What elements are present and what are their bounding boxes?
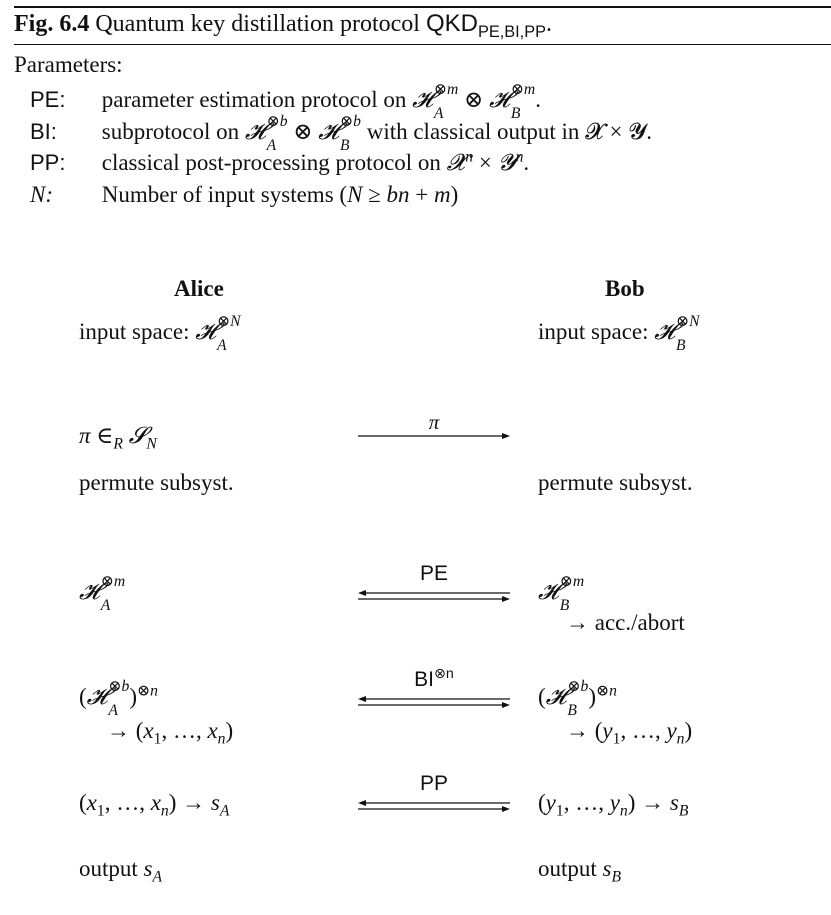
param-text: Number of input systems xyxy=(101,182,334,207)
param-text-2: with classical output in xyxy=(366,118,580,144)
bob-pe-space: 𝓗 ⊗m B xyxy=(538,573,585,614)
protocol-name: $QKD_{PE,BI,PP}$ xyxy=(425,10,546,41)
alice-pp: ($x_1$, …, $x_n) \to s_A$ xyxy=(79,790,230,820)
caption-rule xyxy=(14,44,831,45)
param-key: BI: xyxy=(30,118,57,144)
param-key: PE: xyxy=(30,86,66,112)
param-math: 𝓗 ⊗b A ⊗ 𝓗 ⊗b B xyxy=(244,113,361,154)
alice-heading: Alice xyxy=(174,276,224,301)
alice-permutation-choice: π $\in_R$ 𝓢$_N$ xyxy=(79,423,157,453)
alice-permute: permute subsyst. xyxy=(79,470,234,495)
top-rule xyxy=(14,6,831,8)
double-arrow-pe xyxy=(358,589,510,603)
alice-output: output $s_A$ xyxy=(79,856,163,886)
bob-bi-output: → ($y_1$, …, $y_n$) xyxy=(566,718,693,748)
param-key: PP: xyxy=(30,150,66,175)
param-n xyxy=(30,182,458,208)
message-label-pe: PE xyxy=(419,562,448,585)
param-math-2: 𝓧 × 𝓨. xyxy=(585,118,653,144)
param-math: 𝓧$^n$ × 𝓨$^n$. xyxy=(446,148,530,175)
param-text: classical post-processing protocol on xyxy=(101,150,441,175)
message-label-bi: $BI^{\otimes n}$ xyxy=(414,666,454,691)
parameters-heading: Parameters: xyxy=(14,52,123,77)
figure-label: Fig. 6.4 xyxy=(14,11,90,37)
double-arrow-pp xyxy=(358,799,510,813)
bob-output: output $s_B$ xyxy=(538,856,622,886)
figure-caption: Fig. 6.4 Quantum key distillation protocol $QKD_{PE,BI,PP}$. xyxy=(14,10,552,41)
bob-pp: ($y_1$, …, $y_n) \to s_B$ xyxy=(538,790,689,820)
alice-bi-space: (𝓗 ⊗b A )$^{\otimes n}$ xyxy=(79,678,158,719)
double-arrow-bi xyxy=(358,695,510,709)
param-bi xyxy=(30,113,653,154)
message-label-pp: PP xyxy=(419,772,448,795)
param-key: N: xyxy=(30,182,53,207)
bob-heading: Bob xyxy=(605,276,645,301)
message-label-pi: π xyxy=(428,410,440,434)
bob-permute: permute subsyst. xyxy=(538,470,693,495)
figure-title: Quantum key distillation protocol xyxy=(95,11,420,37)
param-math: (N ≥ bn + m) xyxy=(339,182,459,207)
bob-pe-result: → acc./abort xyxy=(566,610,685,635)
arrow-alice-to-bob-pi xyxy=(358,430,510,442)
param-pp xyxy=(30,150,529,176)
bob-bi-space: (𝓗 ⊗b B )$^{\otimes n}$ xyxy=(538,678,617,719)
param-text: subprotocol on xyxy=(101,118,240,144)
alice-pe-space: 𝓗 ⊗m A xyxy=(79,573,126,614)
param-text: parameter estimation protocol on xyxy=(101,86,407,112)
alice-input-space: input space: 𝓗 ⊗N A xyxy=(79,313,241,354)
bob-input-space: input space: 𝓗 ⊗N B xyxy=(538,313,700,354)
alice-bi-output: → ($x_1$, …, $x_n$) xyxy=(107,718,234,748)
param-math: 𝓗 ⊗m A ⊗ 𝓗 ⊗m B . xyxy=(412,81,541,122)
